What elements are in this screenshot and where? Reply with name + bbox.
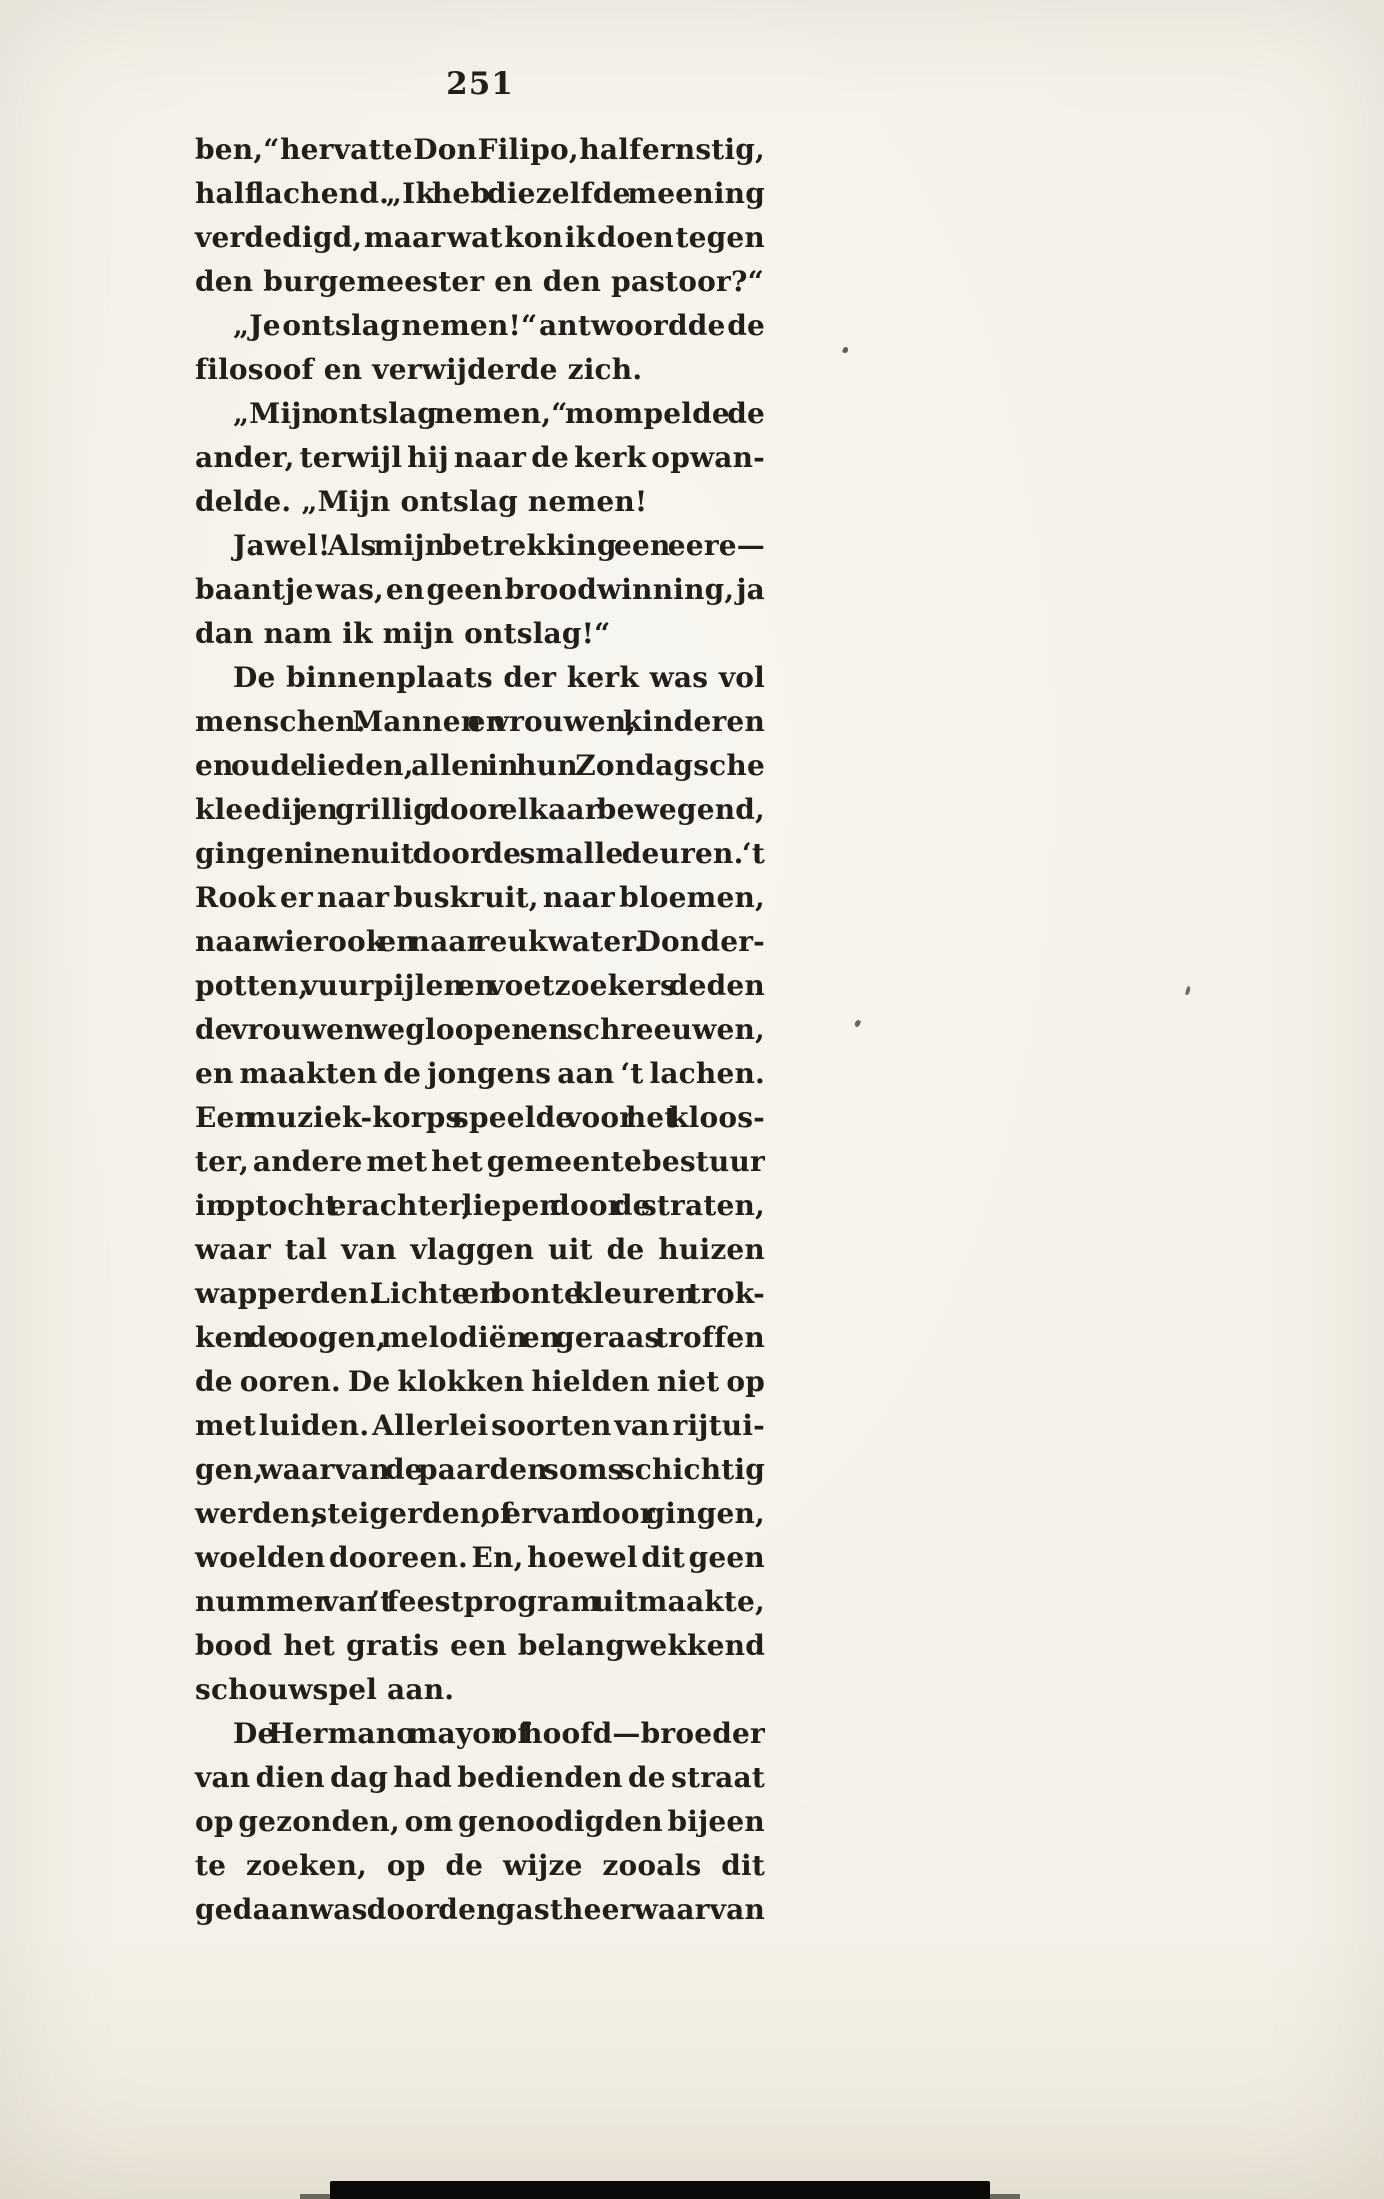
- text-line-content: „Mijn ontslag nemen,“ mompelde de: [233, 397, 765, 430]
- text-line: [195, 1668, 765, 1712]
- text-line-content: ter, andere met het gemeentebestuur: [195, 1145, 765, 1178]
- text-line-content: en oude lieden, allen in hun Zondagsche: [195, 749, 765, 782]
- text-line-content: potten, vuurpijlen en voetzoekers deden: [195, 969, 765, 1002]
- text-line-content: bood het gratis een belangwekkend: [195, 1629, 765, 1662]
- text-line: [195, 480, 765, 524]
- text-line: [195, 1492, 765, 1536]
- text-column: [195, 128, 765, 1932]
- text-line: [195, 1448, 765, 1492]
- text-line: [195, 568, 765, 612]
- text-line: [195, 788, 765, 832]
- text-line: [195, 1096, 765, 1140]
- text-line-content: baantje was, en geen broodwinning, ja: [195, 573, 765, 606]
- text-line: [195, 216, 765, 260]
- text-line: [195, 832, 765, 876]
- text-line-content: de ooren. De klokken hielden niet op: [195, 1365, 765, 1398]
- text-line-content: Rook er naar buskruit, naar bloemen,: [195, 881, 765, 914]
- text-line-content: gedaan was door den gastheer waarvan: [195, 1893, 765, 1926]
- text-line-content: kleedij en grillig door elkaar bewegend,: [195, 793, 765, 826]
- text-line: [195, 700, 765, 744]
- text-line: [195, 392, 765, 436]
- text-line-content: den burgemeester en den pastoor?“: [195, 265, 764, 298]
- text-line: [195, 612, 765, 656]
- text-line-content: te zoeken, op de wijze zooals dit: [195, 1849, 765, 1882]
- text-line: [195, 1052, 765, 1096]
- scan-speck: [854, 1019, 861, 1027]
- text-line: [195, 964, 765, 1008]
- text-line: [195, 1712, 765, 1756]
- text-line-content: menschen. Mannen en vrouwen, kinderen: [195, 705, 765, 738]
- text-line-content: Jawel! Als mijn betrekking een eere—: [233, 529, 765, 562]
- text-line: [195, 172, 765, 216]
- scan-speck: [842, 346, 849, 353]
- text-line-content: ander, terwijl hij naar de kerk opwan-: [195, 441, 765, 474]
- text-line-content: werden, steigerden, of ervan door gingen,: [195, 1497, 765, 1530]
- text-line-content: verdedigd, maar wat kon ik doen tegen: [195, 221, 765, 254]
- text-line-content: „Je ontslag nemen!“ antwoordde de: [233, 309, 765, 342]
- text-line: [195, 876, 765, 920]
- text-line: [195, 436, 765, 480]
- text-line: [195, 304, 765, 348]
- text-line-content: gingen in en uit door de smalle deuren. ‘t: [195, 837, 765, 870]
- text-line: [195, 1800, 765, 1844]
- text-line-content: filosoof en verwijderde zich.: [195, 353, 643, 386]
- text-line-content: gen, waarvan de paarden soms schichtig: [195, 1453, 765, 1486]
- text-line: [195, 656, 765, 700]
- text-line-content: van dien dag had bedienden de straat: [195, 1761, 765, 1794]
- text-line: [195, 260, 765, 304]
- text-line-content: de vrouwen wegloopen en schreeuwen,: [195, 1013, 765, 1046]
- text-line-content: ben,“ hervatte Don Filipo, half ernstig,: [195, 133, 765, 166]
- text-line: [195, 1228, 765, 1272]
- text-line: [195, 1888, 765, 1932]
- scan-speck: [1185, 986, 1191, 996]
- text-line: [195, 920, 765, 964]
- text-line: [195, 1536, 765, 1580]
- text-line: [195, 1184, 765, 1228]
- text-line: [195, 1580, 765, 1624]
- text-line: [195, 128, 765, 172]
- text-line-content: delde. „Mijn ontslag nemen!: [195, 485, 648, 518]
- text-line-content: met luiden. Allerlei soorten van rijtui-: [195, 1409, 765, 1442]
- page-number: 251: [446, 66, 514, 102]
- text-line: [195, 1272, 765, 1316]
- text-line-content: naar wierook en naar reukwater. Donder-: [195, 925, 765, 958]
- text-line-content: half lachend. „Ik heb diezelfde meening: [195, 177, 765, 210]
- text-line-content: De Hermano mayor of hoofd—broeder: [233, 1717, 765, 1750]
- scan-artifact-bar: [330, 2181, 990, 2199]
- text-line: [195, 1844, 765, 1888]
- text-line: [195, 1756, 765, 1800]
- text-line-content: Een muziek-korps speelde voor het kloos-: [195, 1101, 765, 1134]
- text-line: [195, 524, 765, 568]
- text-line-content: waar tal van vlaggen uit de huizen: [195, 1233, 765, 1266]
- text-line-content: in optocht erachter, liepen door de straten,: [195, 1189, 765, 1222]
- text-line-content: op gezonden, om genoodigden bijeen: [195, 1805, 765, 1838]
- text-line-content: schouwspel aan.: [195, 1673, 455, 1706]
- text-line-content: en maakten de jongens aan ‘t lachen.: [195, 1057, 765, 1090]
- text-line: [195, 1008, 765, 1052]
- text-line-content: woelden dooreen. En, hoewel dit geen: [195, 1541, 765, 1574]
- text-line-content: wapperden. Lichte en bonte kleuren trok-: [195, 1277, 765, 1310]
- text-line-content: De binnenplaats der kerk was vol: [233, 661, 765, 694]
- text-line-content: nummer van ’t feestprogram uitmaakte,: [195, 1585, 765, 1618]
- text-line: [195, 744, 765, 788]
- text-line: [195, 1404, 765, 1448]
- text-line: [195, 1360, 765, 1404]
- text-line-content: dan nam ik mijn ontslag!“: [195, 617, 611, 650]
- text-line: [195, 348, 765, 392]
- text-line-content: ken de oogen, melodiën en geraas troffen: [195, 1321, 765, 1354]
- text-line: [195, 1316, 765, 1360]
- text-line: [195, 1624, 765, 1668]
- text-line: [195, 1140, 765, 1184]
